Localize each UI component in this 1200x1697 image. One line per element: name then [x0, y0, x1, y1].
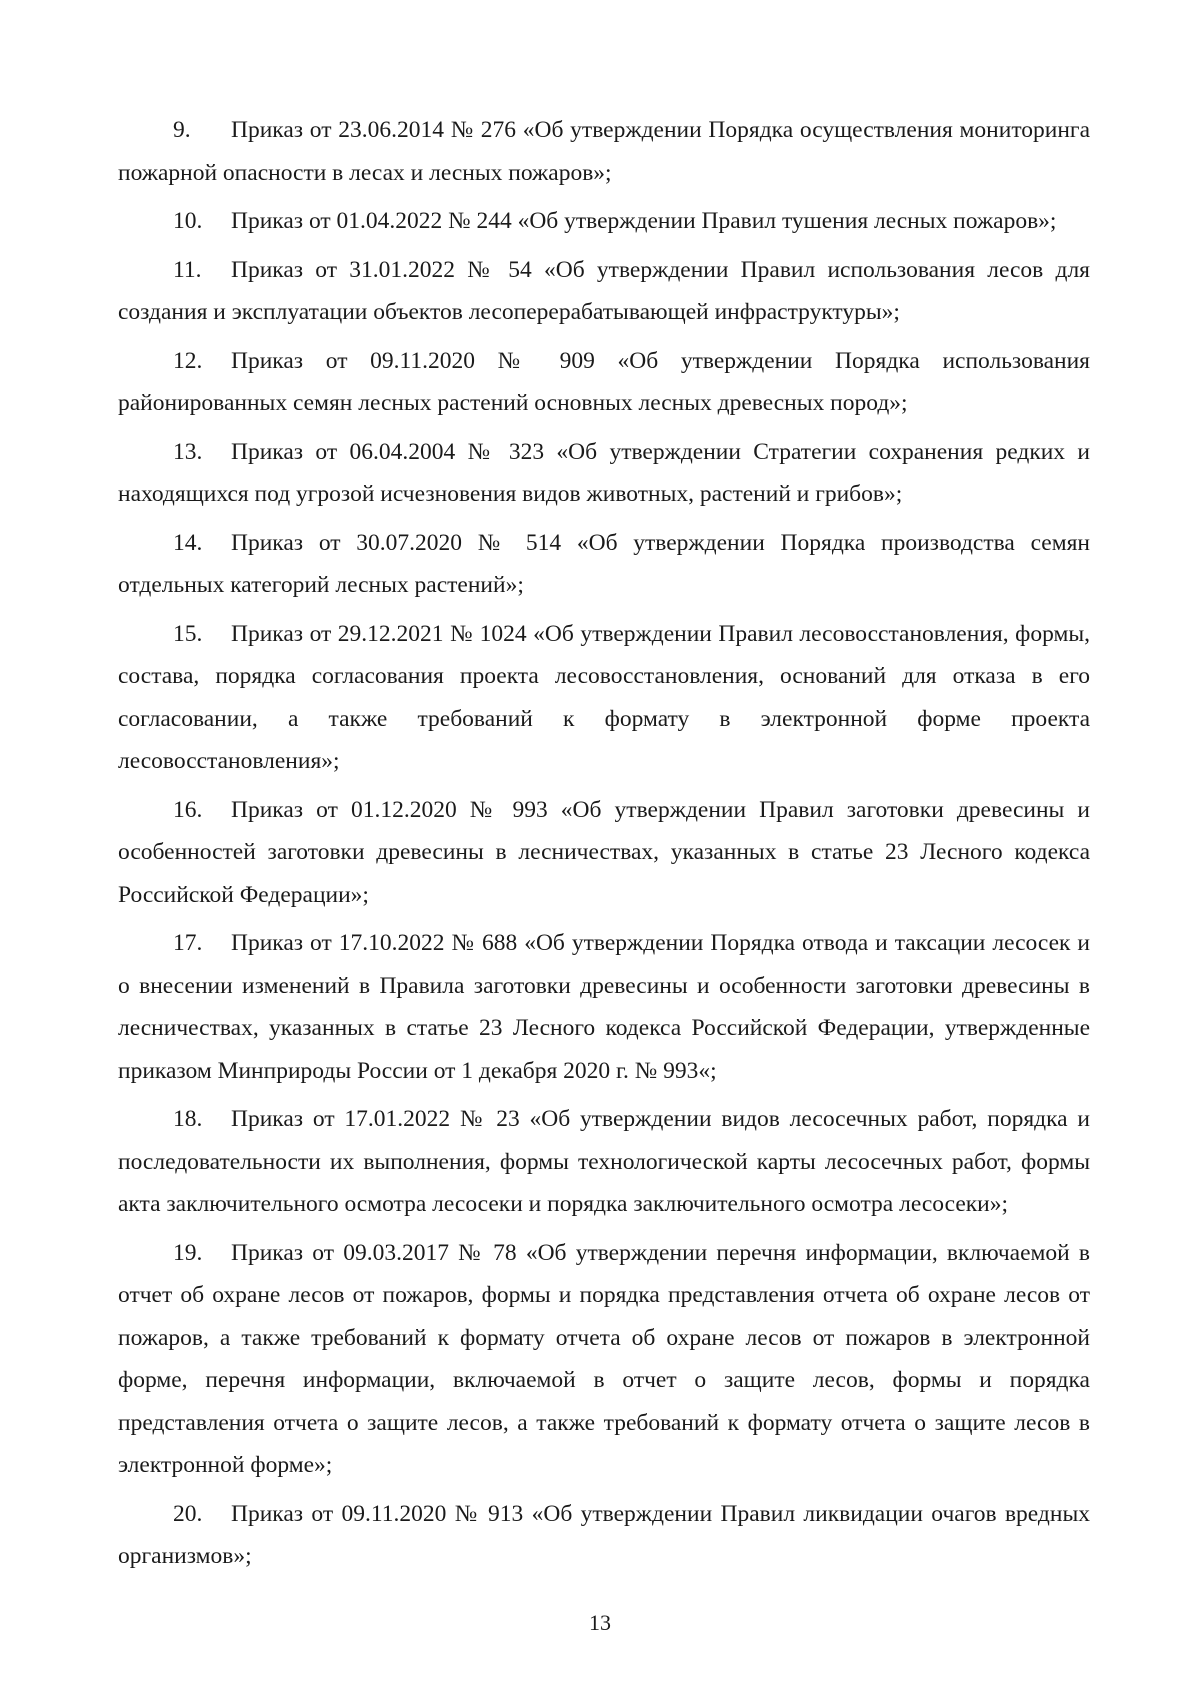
list-item — [118, 431, 1090, 516]
list-item — [118, 109, 1090, 194]
item-text: Приказ от 09.11.2020 № 909 «Об утверждении Порядка использования районированных семян лесных растений основных лесных древесных пород»; — [118, 347, 1090, 416]
list-item — [118, 249, 1090, 334]
item-text: Приказ от 17.01.2022 № 23 «Об утверждении видов лесосечных работ, порядка и последовательности их выполнения, формы технологической карты лесосечных работ, формы акта заключительного осмотра лесосеки и порядка заключительного осмотра лесосеки»; — [118, 1106, 1090, 1217]
item-text: Приказ от 01.12.2020 № 993 «Об утверждении Правил заготовки древесины и особенностей заготовки древесины в лесничествах, указанных в статье 23 Лесного кодекса Российской Федерации»; — [118, 796, 1090, 908]
item-text: Приказ от 01.04.2022 № 244 «Об утверждении Правил тушения лесных пожаров»; — [231, 208, 1057, 234]
item-text: Приказ от 09.03.2017 № 78 «Об утверждении перечня информации, включаемой в отчет об охране лесов от пожаров, формы и порядка представления отчета об охране лесов от пожаров, а также требований к формату отчета об охране лесов от пожаров в электронной форме, перечня информации, включаемой в отчет о защите лесов, формы и порядка представления отчета о защите лесов, а также требований к формату отчета о защите лесов в электронной форме»; — [118, 1239, 1090, 1478]
list-item — [118, 789, 1090, 917]
item-number: 19. — [173, 1239, 203, 1266]
list-item — [118, 1232, 1090, 1487]
item-text: Приказ от 30.07.2020 № 514 «Об утверждении Порядка производства семян отдельных категорий лесных растений»; — [118, 529, 1090, 598]
item-number: 16. — [173, 796, 203, 823]
item-number: 18. — [173, 1106, 203, 1132]
item-number: 9. — [173, 117, 191, 143]
list-item — [118, 1098, 1090, 1226]
list-item — [118, 200, 1090, 243]
list-item — [118, 522, 1090, 607]
item-text: Приказ от 17.10.2022 № 688 «Об утверждении Порядка отвода и таксации лесосек и о внесении изменений в Правила заготовки древесины и особенности заготовки древесины в лесничествах, указанных в статье 23 Лесного кодекса Российской Федерации, утвержденные приказом Минприроды России от 1 декабря 2020 г. № 993«; — [118, 930, 1090, 1084]
list-item — [118, 340, 1090, 425]
item-text: Приказ от 23.06.2014 № 276 «Об утверждении Порядка осуществления мониторинга пожарной опасности в лесах и лесных пожаров»; — [118, 117, 1090, 186]
list-item — [118, 613, 1090, 783]
item-text: Приказ от 06.04.2004 № 323 «Об утверждении Стратегии сохранения редких и находящихся под угрозой исчезновения видов животных, растений и грибов»; — [118, 438, 1090, 507]
item-text: Приказ от 31.01.2022 № 54 «Об утверждении Правил использования лесов для создания и эксплуатации объектов лесоперерабатывающей инфраструктуры»; — [118, 256, 1090, 325]
item-text: Приказ от 09.11.2020 № 913 «Об утверждении Правил ликвидации очагов вредных организмов»; — [118, 1500, 1090, 1569]
item-number: 20. — [173, 1500, 203, 1527]
item-number: 12. — [173, 347, 203, 374]
list-item — [118, 922, 1090, 1092]
item-text: Приказ от 29.12.2021 № 1024 «Об утверждении Правил лесовосстановления, формы, состава, порядка согласования проекта лесовосстановления, оснований для отказа в его согласовании, а также требований к формату в электронной форме проекта лесовосстановления»; — [118, 620, 1090, 774]
item-number: 13. — [173, 438, 203, 465]
item-number: 11. — [173, 256, 202, 283]
item-number: 17. — [173, 930, 203, 956]
item-number: 10. — [173, 208, 203, 234]
page-number: 13 — [589, 1610, 611, 1635]
document-body — [118, 109, 1090, 1584]
list-item — [118, 1493, 1090, 1578]
item-number: 14. — [173, 529, 203, 556]
item-number: 15. — [173, 620, 203, 647]
